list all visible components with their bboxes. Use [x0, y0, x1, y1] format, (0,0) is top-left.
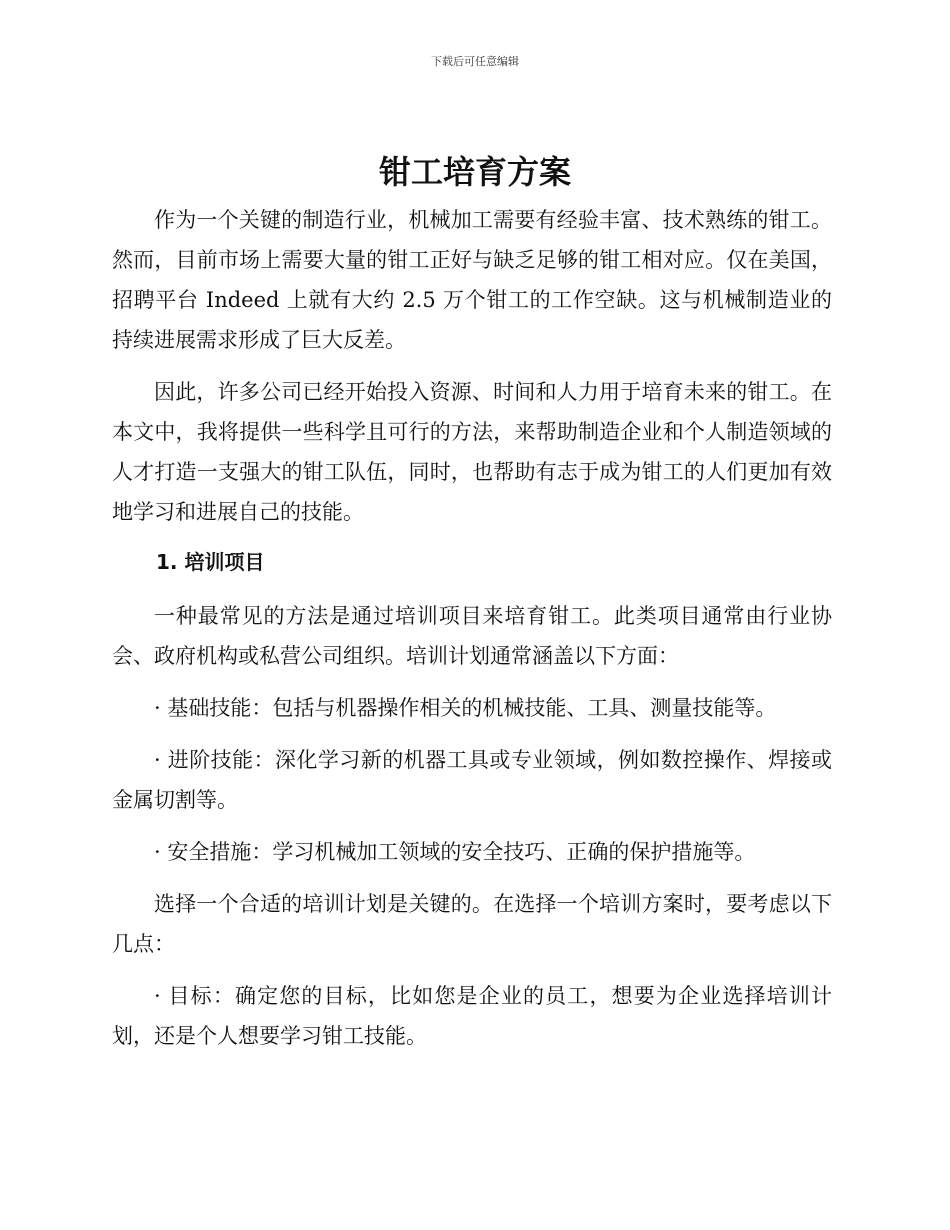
bullet-item: · 进阶技能：深化学习新的机器工具或专业领域，例如数控操作、焊接或金属切割等。 — [112, 748, 832, 812]
document-body — [112, 200, 832, 1068]
selection-paragraph: 选择一个合适的培训计划是关键的。在选择一个培训方案时，要考虑以下几点： — [112, 892, 832, 956]
section-heading: 1. 培训项目 — [156, 550, 265, 574]
section-paragraph: 一种最常见的方法是通过培训项目来培育钳工。此类项目通常由行业协会、政府机构或私营公司组织。培训计划通常涵盖以下方面： — [112, 604, 832, 668]
bullet-item: · 基础技能：包括与机器操作相关的机械技能、工具、测量技能等。 — [154, 696, 777, 720]
bullet-item: · 安全措施：学习机械加工领域的安全技巧、正确的保护措施等。 — [154, 840, 756, 864]
intro-paragraph: 因此，许多公司已经开始投入资源、时间和人力用于培育未来的钳工。在本文中，我将提供一些科学且可行的方法，来帮助制造企业和个人制造领域的人才打造一支强大的钳工队伍，同时，也帮助有志于成为钳工的人们更加有效地学习和进展自己的技能。 — [112, 380, 832, 524]
intro-paragraph: 作为一个关键的制造行业，机械加工需要有经验丰富、技术熟练的钳工。然而，目前市场上需要大量的钳工正好与缺乏足够的钳工相对应。仅在美国，招聘平台 Indeed 上就有大约 2.5 万个钳工的工作空缺。这与机械制造业的持续进展需求形成了巨大反差。 — [112, 208, 832, 352]
header-note: 下载后可任意编辑 — [431, 55, 519, 68]
bullet-item: · 目标：确定您的目标，比如您是企业的员工，想要为企业选择培训计划，还是个人想要学习钳工技能。 — [112, 984, 832, 1048]
document-title: 钳工培育方案 — [378, 153, 571, 191]
